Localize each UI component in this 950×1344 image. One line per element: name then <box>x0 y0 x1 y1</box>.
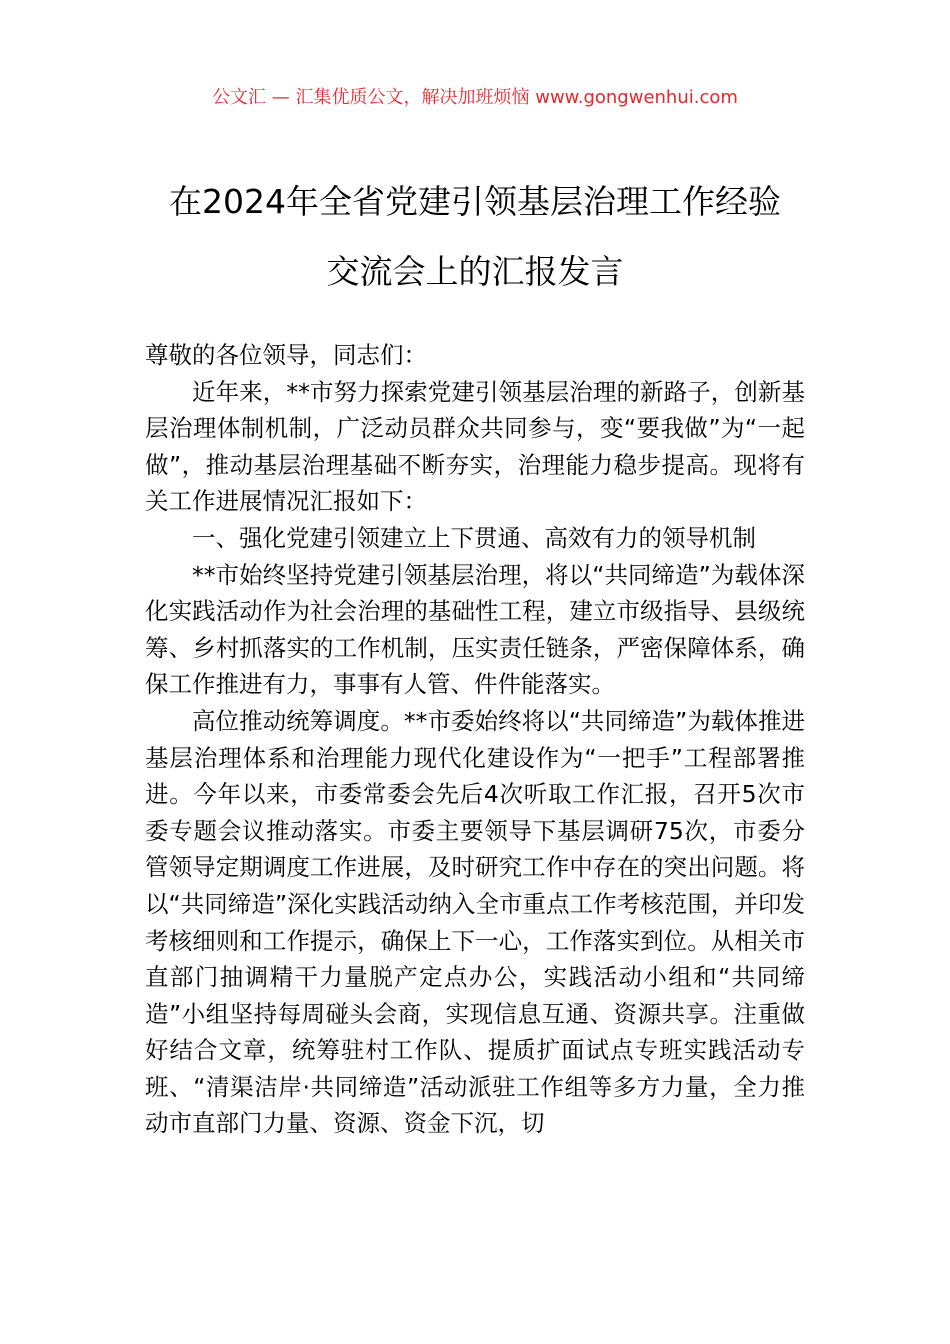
paragraph-coordination: 高位推动统筹调度。**市委始终将以“共同缔造”为载体推进基层治理体系和治理能力现代化建设作为“一把手”工程部署推进。今年以来，市委常委会先后4次听取工作汇报，召开5次市委专题会议推动落实。市委主要领导下基层调研75次，市委分管领导定期调度工作进展，及时研究工作中存在的突出问题。将以“共同缔造”深化实践活动纳入全市重点工作考核范围，并印发考核细则和工作提示，确保上下一心，工作落实到位。从相关市直部门抽调精干力量脱产定点办公，实践活动小组和“共同缔造”小组坚持每周碰头会商，实现信息互通、资源共享。注重做好结合文章，统筹驻村工作队、提质扩面试点专班实践活动专班、“清渠洁岸·共同缔造”活动派驻工作组等多方力量，全力推动市直部门力量、资源、资金下沉，切 <box>145 706 805 1138</box>
paragraph-mechanism: **市始终坚持党建引领基层治理，将以“共同缔造”为载体深化实践活动作为社会治理的基础性工程，建立市级指导、县级统筹、乡村抓落实的工作机制，压实责任链条，严密保障体系，确保工作推进有力，事事有人管、件件能落实。 <box>145 560 805 699</box>
watermark-banner: 公文汇 — 汇集优质公文，解决加班烦恼 www.gongwenhui.com <box>212 87 738 108</box>
document-body <box>145 337 805 1142</box>
document-title-line2: 交流会上的汇报发言 <box>326 252 624 291</box>
paragraph-intro: 近年来，**市努力探索党建引领基层治理的新路子，创新基层治理体制机制，广泛动员群众共同参与，变“要我做”为“一起做”，推动基层治理基础不断夯实，治理能力稳步提高。现将有关工作进展情况汇报如下： <box>145 377 805 516</box>
document-title-line1: 在2024年全省党建引领基层治理工作经验 <box>169 182 781 221</box>
section-heading: 一、强化党建引领建立上下贯通、高效有力的领导机制 <box>192 523 756 552</box>
salutation: 尊敬的各位领导，同志们： <box>145 341 427 369</box>
